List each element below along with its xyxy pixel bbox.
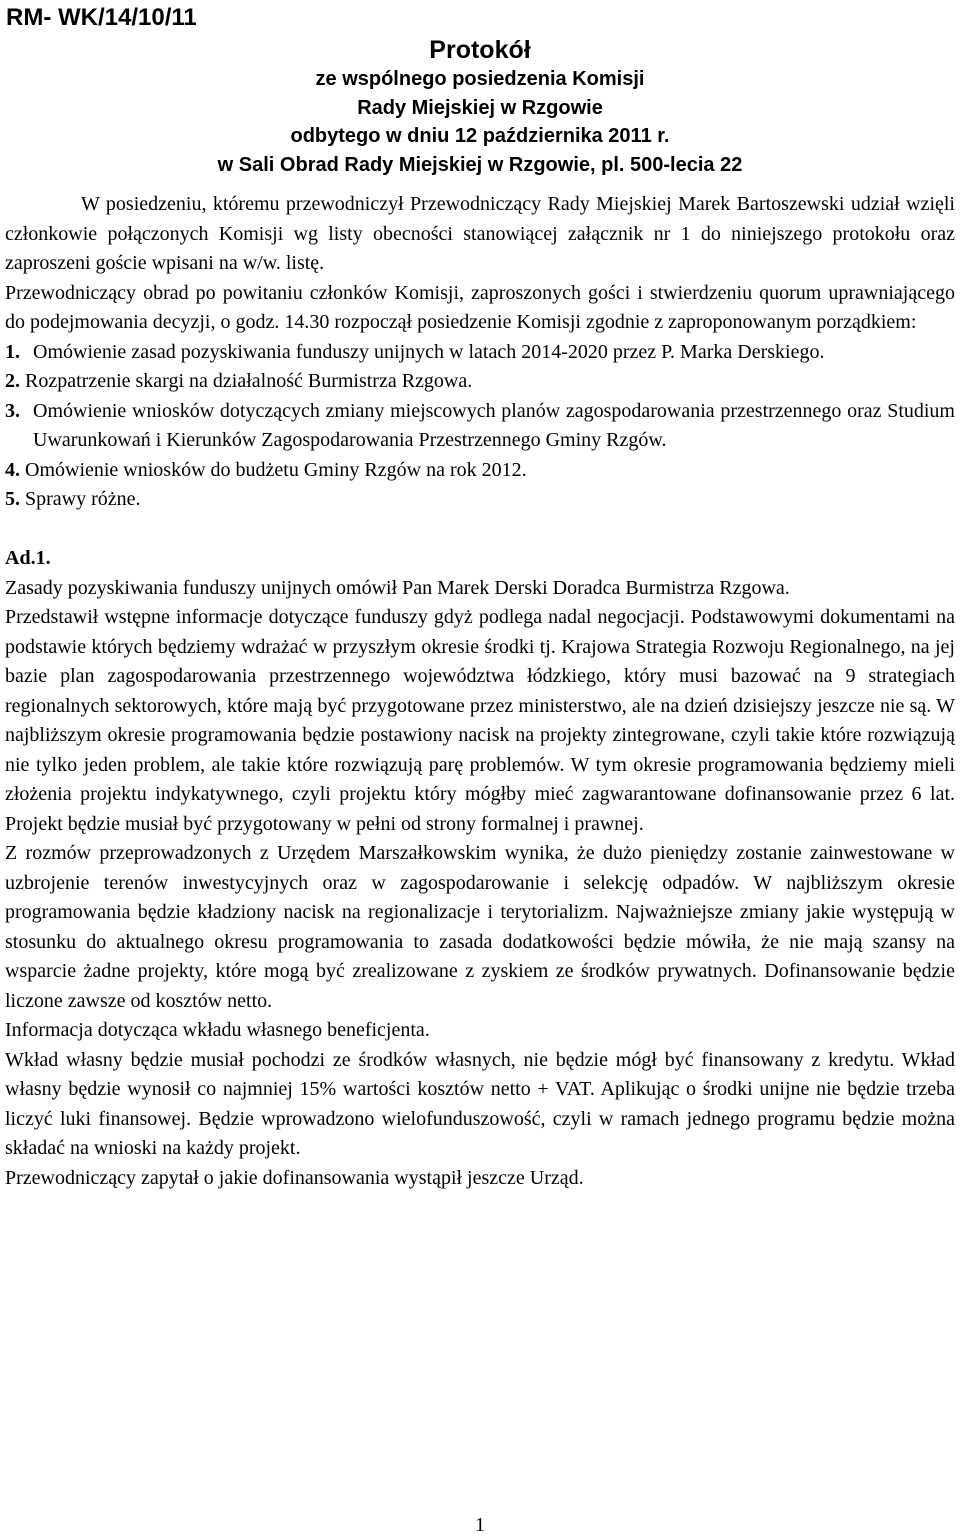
header-line: odbytego w dniu 12 października 2011 r. [290,125,670,147]
agenda-text: Omówienie wniosków do budżetu Gminy Rzgów na rok 2012. [25,458,527,481]
header-line: Rady Miejskiej w Rzgowie [357,96,603,119]
section-paragraph: Wkład własny będzie musiał pochodzi ze środków własnych, nie będzie mógł być finansowany z kredytu. Wkład własny będzie wynosił co najmniej 15% wartości kosztów netto + VAT. Aplikując o środki unijne nie będzie trzeba liczyć luki finansowej. Będzie wprowadzono wielofunduszowość, czyli w ramach jednego programu będzie można składać na wnioski na każdy projekt. [5,1048,955,1159]
document-reference: RM- WK/14/10/11 [6,4,197,31]
agenda-item [5,367,955,397]
section-paragraph: Z rozmów przeprowadzonych z Urzędem Marszałkowskim wynika, że dużo pieniędzy zostanie zainwestowane w uzbrojenie terenów inwestycyjnych oraz w zagospodarowanie i selekcję odpadów. W najbliższym okresie programowania będzie kładziony nacisk na regionalizacje i terytorializm. Najważniejsze zmiany jakie występują w stosunku do aktualnego okresu programowania to zasada dodatkowości będzie mówiła, że nie mają szansy na wsparcie żadne projekty, które mogą być zrealizowane z zyskiem ze środków prywatnych. Dofinansowanie będzie liczone zawsze od kosztów netto. [5,842,955,1012]
page-number: 1 [475,1514,485,1536]
agenda-text: Omówienie wniosków dotyczących zmiany miejscowych planów zagospodarowania przestrzennego oraz Studium Uwarunkowań i Kierunków Zagospodarowania Przestrzennego Gminy Rzgów. [33,399,955,451]
spacer [5,515,955,545]
agenda-text: Rozpatrzenie skargi na działalność Burmistrza Rzgowa. [25,370,473,392]
section-paragraph: Przewodniczący zapytał o jakie dofinansowania wystąpił jeszcze Urząd. [5,1166,584,1189]
section-paragraph: Przedstawił wstępne informacje dotyczące funduszy gdyż podlega nadal negocjacji. Podstawowymi dokumentami na podstawie których będziemy wdrażać w przyszłym okresie środki tj. Krajowa Strategia Rozwoju Regionalnego, na jej bazie plan zagospodarowania przestrzennego województwa łódzkiego, który musi bazować na 9 strategiach regionalnych sektorowych, które mają być przygotowane przez ministerstwo, ale na dzień dzisiejszy jeszcze nie są. W najbliższym okresie programowania będzie postawiony nacisk na projekty zintegrowane, czyli takie które rozwiązują nie tylko jeden problem, ale takie które rozwiązują parę problemów. W tym okresie programowania będziemy mieli złożenia projektu indykatywnego, czyli projektu który mógłby mieć zagwarantowane dofinansowanie przez 6 lat. Projekt będzie musiał być przygotowany w pełni od strony formalnej i prawnej. [5,606,955,835]
agenda-item [5,485,955,515]
agenda-number: 1. [5,340,20,363]
header-line: ze wspólnego posiedzenia Komisji [315,68,645,90]
document-title: Protokół [429,36,531,64]
agenda-text: Sprawy różne. [25,488,141,510]
agenda-number: 3. [5,399,20,422]
section-paragraph: Informacja dotycząca wkładu własnego beneficjenta. [5,1019,430,1041]
intro-paragraph: Przewodniczący obrad po powitaniu członków Komisji, zaproszonych gości i stwierdzeniu quorum uprawniającego do podejmowania decyzji, o godz. 14.30 rozpoczął posiedzenie Komisji zgodnie z zaproponowanym porządkiem: [5,281,955,333]
agenda-number: 4. [5,458,20,481]
agenda-item [5,397,955,456]
agenda-number: 5. [5,488,20,510]
agenda-item [5,338,955,368]
intro-paragraph: W posiedzeniu, któremu przewodniczył Przewodniczący Rady Miejskiej Marek Bartoszewski udział wzięli członkowie połączonych Komisji wg listy obecności stanowiącej załącznik nr 1 do niniejszego protokołu oraz zaproszeni goście wpisani na w/w. listę. [5,193,955,274]
agenda-text: Omówienie zasad pozyskiwania funduszy unijnych w latach 2014-2020 przez P. Marka Derskiego. [33,340,825,363]
agenda-number: 2. [5,370,20,392]
section-heading: Ad.1. [5,547,51,569]
agenda-item [5,456,955,486]
document-header [0,35,960,179]
document-body [5,190,955,1193]
header-line: w Sali Obrad Rady Miejskiej w Rzgowie, pl. 500-lecia 22 [217,153,743,176]
section-paragraph: Zasady pozyskiwania funduszy unijnych omówił Pan Marek Derski Doradca Burmistrza Rzgowa. [5,576,790,599]
